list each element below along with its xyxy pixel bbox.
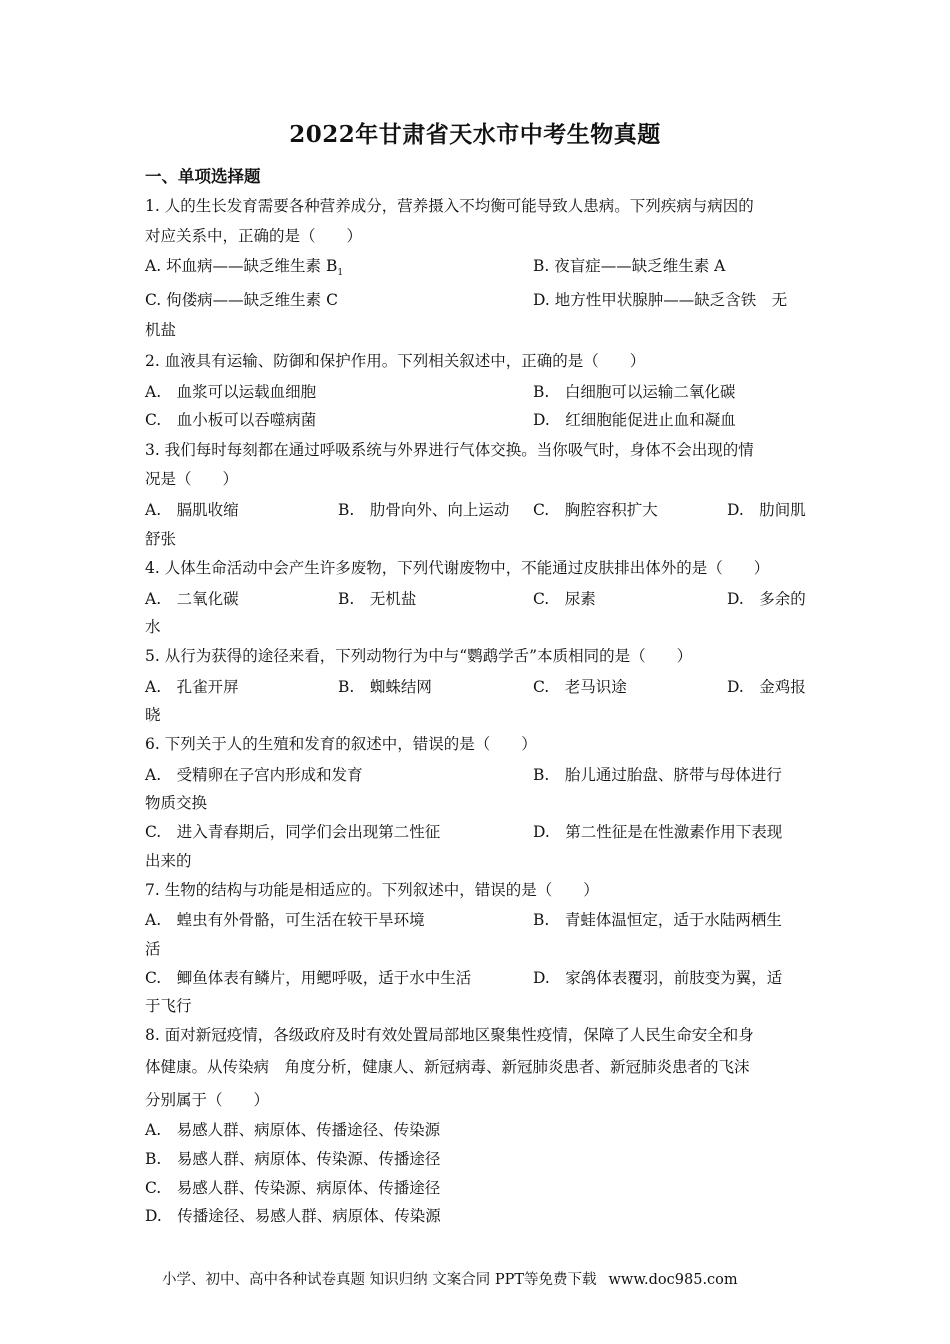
q6-option-a: A. 受精卵在子宫内形成和发育	[145, 766, 363, 784]
q1-option-d: D. 地方性甲状腺肿——缺乏含铁 无	[533, 291, 788, 309]
q3-option-b: B. 肋骨向外、向上运动	[338, 501, 510, 519]
q4-option-c: C. 尿素	[533, 590, 596, 608]
q7-option-d: D. 家鸽体表覆羽，前肢变为翼，适	[533, 969, 783, 987]
q1-stem-line1: 1. 人的生长发育需要各种营养成分，营养摄入不均衡可能导致人患病。下列疾病与病因的	[145, 197, 754, 215]
q2-option-d: D. 红细胞能促进止血和凝血	[533, 411, 736, 429]
footer-url-link[interactable]: www.doc985.com	[608, 1272, 738, 1288]
footer-text: 小学、初中、高中各种试卷真题 知识归纳 文案合同 PPT等免费下载	[162, 1272, 597, 1288]
q5-option-c: C. 老马识途	[533, 678, 627, 696]
q5-option-a: A. 孔雀开屏	[145, 678, 239, 696]
q1-option-c: C. 佝偻病——缺乏维生素 C	[145, 291, 338, 309]
q4-option-d: D. 多余的	[727, 590, 806, 608]
q8-stem-line2: 体健康。从传染病 角度分析，健康人、新冠病毒、新冠肺炎患者、新冠肺炎患者的飞沫	[145, 1058, 750, 1076]
q8-option-c: C. 易感人群、传染源、病原体、传播途径	[145, 1179, 441, 1197]
q8-stem-line3: 分别属于（ ）	[145, 1091, 270, 1109]
q1-option-b: B. 夜盲症——缺乏维生素 A	[533, 257, 726, 275]
q7-stem: 7. 生物的结构与功能是相适应的。下列叙述中，错误的是（ ）	[145, 881, 599, 899]
q5-option-d-wrap: 晓	[145, 706, 161, 724]
q7-option-b-wrap: 活	[145, 940, 161, 958]
q5-option-b: B. 蜘蛛结网	[338, 678, 432, 696]
q3-option-d-wrap: 舒张	[145, 530, 177, 548]
page-title: 2022年甘肃省天水市中考生物真题	[289, 121, 661, 148]
q1-option-d-wrap: 机盐	[145, 321, 177, 339]
q8-option-d: D. 传播途径、易感人群、病原体、传染源	[145, 1207, 441, 1225]
q2-option-b: B. 白细胞可以运输二氧化碳	[533, 383, 736, 401]
q6-option-b: B. 胎儿通过胎盘、脐带与母体进行	[533, 766, 782, 784]
q6-option-c: C. 进入青春期后，同学们会出现第二性征	[145, 823, 441, 841]
q3-option-c: C. 胸腔容积扩大	[533, 501, 658, 519]
q2-stem: 2. 血液具有运输、防御和保护作用。下列相关叙述中，正确的是（ ）	[145, 352, 646, 370]
q4-option-d-wrap: 水	[145, 618, 161, 636]
q3-option-d: D. 肋间肌	[727, 501, 806, 519]
q7-option-a: A. 蝗虫有外骨骼，可生活在较干旱环境	[145, 911, 425, 929]
q8-option-b: B. 易感人群、病原体、传染源、传播途径	[145, 1150, 441, 1168]
q5-stem: 5. 从行为获得的途径来看，下列动物行为中与“鹦鹉学舌”本质相同的是（ ）	[145, 647, 693, 665]
q1-option-a-text: A. 坏血病——缺乏维生素 B	[145, 257, 338, 275]
q1-option-a	[145, 256, 343, 283]
q6-option-d-wrap: 出来的	[145, 852, 192, 870]
q8-stem-line1: 8. 面对新冠疫情，各级政府及时有效处置局部地区聚集性疫情，保障了人民生命安全和身	[145, 1026, 754, 1044]
q6-option-b-wrap: 物质交换	[145, 794, 208, 812]
q8-option-a: A. 易感人群、病原体、传播途径、传染源	[145, 1121, 441, 1139]
q3-option-a: A. 膈肌收缩	[145, 501, 239, 519]
q3-stem-line2: 况是（ ）	[145, 470, 239, 488]
q1-stem-line2: 对应关系中，正确的是（ ）	[145, 227, 363, 245]
q7-option-d-wrap: 于飞行	[145, 997, 192, 1015]
q2-option-c: C. 血小板可以吞噬病菌	[145, 411, 317, 429]
q7-option-b: B. 青蛙体温恒定，适于水陆两栖生	[533, 911, 782, 929]
q7-option-c: C. 鲫鱼体表有鳞片，用鳃呼吸，适于水中生活	[145, 969, 472, 987]
section-heading: 一、单项选择题	[145, 167, 261, 186]
page-footer	[162, 1268, 738, 1289]
q4-option-b: B. 无机盐	[338, 590, 417, 608]
q2-option-a: A. 血浆可以运载血细胞	[145, 383, 317, 401]
q6-stem: 6. 下列关于人的生殖和发育的叙述中，错误的是（ ）	[145, 735, 537, 753]
q4-stem: 4. 人体生命活动中会产生许多废物，下列代谢废物中，不能通过皮肤排出体外的是（ ）	[145, 559, 770, 577]
q3-stem-line1: 3. 我们每时每刻都在通过呼吸系统与外界进行气体交换。当你吸气时，身体不会出现的情	[145, 441, 754, 459]
q6-option-d: D. 第二性征是在性激素作用下表现	[533, 823, 783, 841]
q5-option-d: D. 金鸡报	[727, 678, 806, 696]
q1-option-a-subscript: 1	[337, 268, 344, 279]
q4-option-a: A. 二氧化碳	[145, 590, 239, 608]
